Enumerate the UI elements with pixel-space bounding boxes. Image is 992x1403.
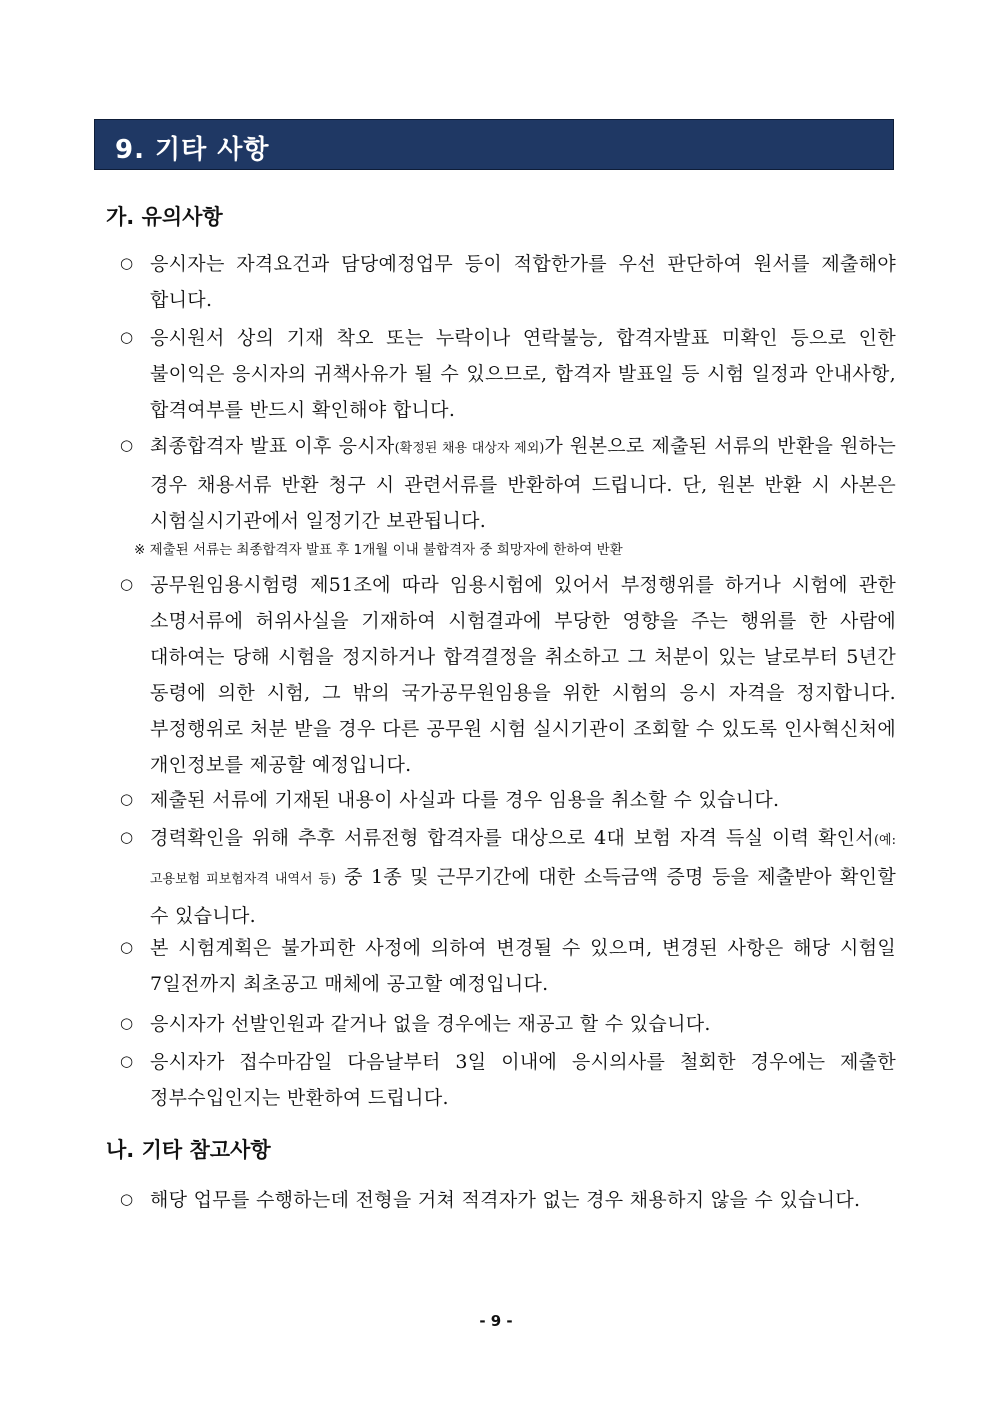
bullet-circle-icon: ○ (120, 790, 134, 808)
bullet-circle-icon: ○ (120, 828, 134, 846)
section-title-bar (94, 119, 894, 170)
bullet-circle-icon: ○ (120, 575, 134, 593)
bullet-circle-icon: ○ (120, 1052, 134, 1070)
list-item-text-part: 중 1종 및 근무기간에 대한 소득금액 증명 등을 제출받아 확인할 수 있습니다. (150, 866, 896, 927)
list-item-text-part: 경력확인을 위해 추후 서류전형 합격자를 대상으로 4대 보험 자격 득실 이력 확인서 (150, 827, 874, 849)
list-item-text: 제출된 서류에 기재된 내용이 사실과 다를 경우 임용을 취소할 수 있습니다. (150, 789, 780, 811)
bullet-circle-icon: ○ (120, 1014, 134, 1032)
list-item-text-part: 최종합격자 발표 이후 응시자 (150, 435, 395, 457)
list-item-text: 해당 업무를 수행하는데 전형을 거쳐 적격자가 없는 경우 채용하지 않을 수 있습니다. (150, 1189, 861, 1211)
bullet-circle-icon: ○ (120, 938, 134, 956)
bullet-circle-icon: ○ (120, 328, 134, 346)
list-item-small-text: (확정된 채용 대상자 제외) (394, 441, 545, 456)
list-item-text: 응시자가 선발인원과 같거나 없을 경우에는 재공고 할 수 있습니다. (150, 1013, 711, 1035)
bullet-circle-icon: ○ (120, 254, 134, 272)
list-item-text (150, 820, 896, 934)
section-heading-notices: 가. 유의사항 (106, 205, 223, 229)
section-heading-other-references: 나. 기타 참고사항 (106, 1138, 271, 1162)
list-item-text: 응시자가 접수마감일 다음날부터 3일 이내에 응시의사를 철회한 경우에는 제출한 정부수입인지는 반환하여 드립니다. (150, 1051, 896, 1109)
list-item-text: 응시자는 자격요건과 담당예정업무 등이 적합한가를 우선 판단하여 원서를 제출해야 합니다. (150, 253, 896, 311)
list-item-text: 공무원임용시험령 제51조에 따라 임용시험에 있어서 부정행위를 하거나 시험에 관한 소명서류에 허위사실을 기재하여 시험결과에 부당한 영향을 주는 행위를 한 사람에 대하여는 당해 시험을 정지하거나 합격결정을 취소하고 그 처분이 있는 날로부터 5년간 동령에 의한 시험, 그 밖의 국가공무원임용을 위한 시험의 응시 자격을 정지합니다. 부정행위로 처분 받을 경우 다른 공무원 시험 실시기관이 조회할 수 있도록 인사혁신처에 개인정보를 제공할 예정입니다. (150, 574, 896, 776)
bullet-circle-icon: ○ (120, 436, 134, 454)
bullet-circle-icon: ○ (120, 1190, 134, 1208)
note-text: ※ 제출된 서류는 최종합격자 발표 후 1개월 이내 불합격자 중 희망자에 한하여 반환 (134, 542, 623, 558)
list-item-text: 응시원서 상의 기재 착오 또는 누락이나 연락불능, 합격자발표 미확인 등으로 인한 불이익은 응시자의 귀책사유가 될 수 있으므로, 합격자 발표일 등 시험 일정과 안내사항, 합격여부를 반드시 확인해야 합니다. (150, 327, 896, 421)
list-item-text-part: 가 원본으로 제출된 서류의 반환을 원하는 경우 채용서류 반환 청구 시 관련서류를 반환하여 드립니다. 단, 원본 반환 시 사본은 시험실시기관에서 일정기간 보관됩니다. (150, 435, 896, 532)
page-number: - 9 - (479, 1312, 513, 1330)
list-item-text (150, 428, 896, 539)
list-item-small-text: (예: 고용보험 피보험자격 내역서 등) (150, 833, 896, 887)
list-item-text: 본 시험계획은 불가피한 사정에 의하여 변경될 수 있으며, 변경된 사항은 해당 시험일 7일전까지 최초공고 매체에 공고할 예정입니다. (150, 937, 896, 995)
page-title: 9. 기타 사항 (115, 135, 270, 165)
